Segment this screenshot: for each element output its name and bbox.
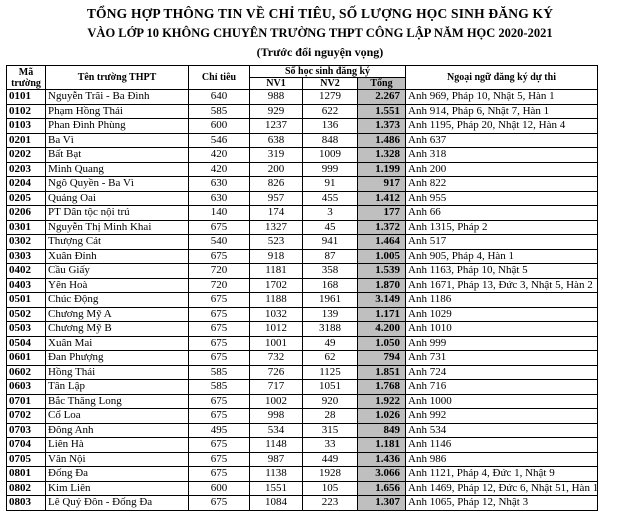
nv1-count: 826	[250, 177, 303, 192]
language-breakdown: Anh 66	[406, 206, 598, 221]
table-row	[7, 104, 598, 119]
table-row	[7, 235, 598, 250]
table-row	[7, 409, 598, 424]
school-name: Vân Nội	[46, 452, 189, 467]
school-name: Cầu Giấy	[46, 264, 189, 279]
school-code: 0701	[7, 394, 46, 409]
school-code: 0203	[7, 162, 46, 177]
school-name: Nguyễn Thị Minh Khai	[46, 220, 189, 235]
language-breakdown: Anh 637	[406, 133, 598, 148]
quota: 585	[189, 365, 250, 380]
school-name: Phan Đình Phùng	[46, 119, 189, 134]
nv2-count: 999	[303, 162, 358, 177]
nv2-count: 1051	[303, 380, 358, 395]
school-name: Quảng Oai	[46, 191, 189, 206]
header-nv1: NV1	[250, 78, 303, 90]
quota: 675	[189, 322, 250, 337]
quota: 675	[189, 293, 250, 308]
school-code: 0205	[7, 191, 46, 206]
nv2-count: 848	[303, 133, 358, 148]
nv1-count: 726	[250, 365, 303, 380]
school-name: Lê Quý Đôn - Đống Đa	[46, 496, 189, 511]
language-breakdown: Anh 1029	[406, 307, 598, 322]
total-count: 1.436	[358, 452, 406, 467]
nv2-count: 3188	[303, 322, 358, 337]
table-row	[7, 351, 598, 366]
table-row	[7, 191, 598, 206]
nv1-count: 732	[250, 351, 303, 366]
nv1-count: 957	[250, 191, 303, 206]
school-code: 0503	[7, 322, 46, 337]
nv2-count: 920	[303, 394, 358, 409]
school-code: 0206	[7, 206, 46, 221]
nv2-count: 1961	[303, 293, 358, 308]
nv2-count: 49	[303, 336, 358, 351]
total-count: 1.851	[358, 365, 406, 380]
total-count: 1.307	[358, 496, 406, 511]
language-breakdown: Anh 517	[406, 235, 598, 250]
total-count: 1.050	[358, 336, 406, 351]
language-breakdown: Anh 318	[406, 148, 598, 163]
quota: 640	[189, 90, 250, 105]
total-count: 1.412	[358, 191, 406, 206]
language-breakdown: Anh 1315, Pháp 2	[406, 220, 598, 235]
nv1-count: 1181	[250, 264, 303, 279]
school-name: Liên Hà	[46, 438, 189, 453]
nv2-count: 941	[303, 235, 358, 250]
total-count: 3.066	[358, 467, 406, 482]
language-breakdown: Anh 914, Pháp 6, Nhật 7, Hàn 1	[406, 104, 598, 119]
total-count: 1.768	[358, 380, 406, 395]
nv1-count: 1237	[250, 119, 303, 134]
nv1-count: 987	[250, 452, 303, 467]
nv2-count: 33	[303, 438, 358, 453]
total-count: 1.181	[358, 438, 406, 453]
header-nv2: NV2	[303, 78, 358, 90]
nv1-count: 200	[250, 162, 303, 177]
school-name: Minh Quang	[46, 162, 189, 177]
total-count: 1.005	[358, 249, 406, 264]
table-row	[7, 496, 598, 511]
total-count: 1.026	[358, 409, 406, 424]
language-breakdown: Anh 731	[406, 351, 598, 366]
quota: 675	[189, 307, 250, 322]
quota: 675	[189, 496, 250, 511]
nv1-count: 1001	[250, 336, 303, 351]
school-name: Đan Phượng	[46, 351, 189, 366]
table-row	[7, 90, 598, 105]
total-count: 1.199	[358, 162, 406, 177]
school-name: Xuân Đỉnh	[46, 249, 189, 264]
quota: 675	[189, 351, 250, 366]
language-breakdown: Anh 1671, Pháp 13, Đức 3, Nhật 5, Hàn 2	[406, 278, 598, 293]
table-row	[7, 249, 598, 264]
language-breakdown: Anh 905, Pháp 4, Hàn 1	[406, 249, 598, 264]
nv1-count: 1138	[250, 467, 303, 482]
nv2-count: 87	[303, 249, 358, 264]
nv2-count: 168	[303, 278, 358, 293]
total-count: 1.922	[358, 394, 406, 409]
total-count: 1.171	[358, 307, 406, 322]
nv1-count: 1002	[250, 394, 303, 409]
nv1-count: 534	[250, 423, 303, 438]
quota: 540	[189, 235, 250, 250]
nv2-count: 3	[303, 206, 358, 221]
language-breakdown: Anh 1195, Pháp 20, Nhật 12, Hàn 4	[406, 119, 598, 134]
quota: 675	[189, 467, 250, 482]
language-breakdown: Anh 822	[406, 177, 598, 192]
quota: 675	[189, 220, 250, 235]
nv2-count: 1125	[303, 365, 358, 380]
total-count: 3.149	[358, 293, 406, 308]
table-row	[7, 133, 598, 148]
quota: 630	[189, 191, 250, 206]
total-count: 917	[358, 177, 406, 192]
quota: 675	[189, 452, 250, 467]
school-name: Phạm Hồng Thái	[46, 104, 189, 119]
nv1-count: 998	[250, 409, 303, 424]
total-count: 1.464	[358, 235, 406, 250]
school-code: 0303	[7, 249, 46, 264]
nv2-count: 45	[303, 220, 358, 235]
school-name: Bắc Thăng Long	[46, 394, 189, 409]
school-code: 0402	[7, 264, 46, 279]
table-row	[7, 162, 598, 177]
quota: 420	[189, 148, 250, 163]
table-row	[7, 307, 598, 322]
quota: 675	[189, 249, 250, 264]
header-code	[7, 66, 46, 90]
school-code: 0501	[7, 293, 46, 308]
school-code: 0101	[7, 90, 46, 105]
school-name: Ngô Quyền - Ba Vì	[46, 177, 189, 192]
school-name: Tân Lập	[46, 380, 189, 395]
nv2-count: 105	[303, 481, 358, 496]
table-row	[7, 177, 598, 192]
nv2-count: 62	[303, 351, 358, 366]
quota: 495	[189, 423, 250, 438]
school-code: 0703	[7, 423, 46, 438]
quota: 600	[189, 119, 250, 134]
table-row	[7, 220, 598, 235]
header-language: Ngoại ngữ đăng ký dự thi	[406, 66, 598, 90]
total-count: 1.372	[358, 220, 406, 235]
school-code: 0201	[7, 133, 46, 148]
nv2-count: 622	[303, 104, 358, 119]
school-name: Kim Liên	[46, 481, 189, 496]
nv1-count: 1188	[250, 293, 303, 308]
school-code: 0204	[7, 177, 46, 192]
school-name: Bất Bạt	[46, 148, 189, 163]
table-row	[7, 119, 598, 134]
nv1-count: 1148	[250, 438, 303, 453]
school-code: 0301	[7, 220, 46, 235]
language-breakdown: Anh 1121, Pháp 4, Đức 1, Nhật 9	[406, 467, 598, 482]
nv1-count: 1012	[250, 322, 303, 337]
quota: 675	[189, 409, 250, 424]
nv2-count: 449	[303, 452, 358, 467]
language-breakdown: Anh 986	[406, 452, 598, 467]
table-row	[7, 365, 598, 380]
language-breakdown: Anh 1163, Pháp 10, Nhật 5	[406, 264, 598, 279]
school-name: Ba Vì	[46, 133, 189, 148]
table-row	[7, 148, 598, 163]
language-breakdown: Anh 1186	[406, 293, 598, 308]
school-code: 0102	[7, 104, 46, 119]
school-name: Nguyễn Trãi - Ba Đình	[46, 90, 189, 105]
language-breakdown: Anh 1146	[406, 438, 598, 453]
nv2-count: 91	[303, 177, 358, 192]
school-code: 0603	[7, 380, 46, 395]
table-row	[7, 278, 598, 293]
nv1-count: 717	[250, 380, 303, 395]
table-row	[7, 452, 598, 467]
quota: 675	[189, 394, 250, 409]
table-row	[7, 322, 598, 337]
nv1-count: 523	[250, 235, 303, 250]
language-breakdown: Anh 1065, Pháp 12, Nhật 3	[406, 496, 598, 511]
nv2-count: 223	[303, 496, 358, 511]
total-count: 1.870	[358, 278, 406, 293]
registration-table	[6, 65, 598, 511]
nv1-count: 1327	[250, 220, 303, 235]
nv1-count: 1084	[250, 496, 303, 511]
school-name: Đông Anh	[46, 423, 189, 438]
quota: 140	[189, 206, 250, 221]
nv2-count: 139	[303, 307, 358, 322]
nv2-count: 315	[303, 423, 358, 438]
school-code: 0502	[7, 307, 46, 322]
quota: 630	[189, 177, 250, 192]
nv1-count: 1032	[250, 307, 303, 322]
school-code: 0103	[7, 119, 46, 134]
header-registered: Số học sinh đăng ký	[250, 66, 406, 78]
language-breakdown: Anh 1010	[406, 322, 598, 337]
header-code-line1: Mã	[18, 66, 34, 78]
header-total: Tổng	[358, 78, 406, 90]
total-count: 4.200	[358, 322, 406, 337]
school-code: 0602	[7, 365, 46, 380]
school-name: Đống Đa	[46, 467, 189, 482]
table-row	[7, 380, 598, 395]
language-breakdown: Anh 1469, Pháp 12, Đức 6, Nhật 51, Hàn 1	[406, 481, 598, 496]
total-count: 849	[358, 423, 406, 438]
nv2-count: 1009	[303, 148, 358, 163]
language-breakdown: Anh 992	[406, 409, 598, 424]
table-row	[7, 394, 598, 409]
table-row	[7, 206, 598, 221]
nv2-count: 358	[303, 264, 358, 279]
table-body	[7, 90, 598, 511]
school-code: 0704	[7, 438, 46, 453]
total-count: 1.328	[358, 148, 406, 163]
document-title: TỔNG HỢP THÔNG TIN VỀ CHỈ TIÊU, SỐ LƯỢNG HỌC SINH ĐĂNG KÝ	[86, 6, 554, 21]
table-row	[7, 481, 598, 496]
table-row	[7, 438, 598, 453]
school-code: 0202	[7, 148, 46, 163]
school-code: 0705	[7, 452, 46, 467]
school-name: Chương Mỹ A	[46, 307, 189, 322]
total-count: 1.539	[358, 264, 406, 279]
nv2-count: 28	[303, 409, 358, 424]
table-row	[7, 293, 598, 308]
quota: 675	[189, 438, 250, 453]
nv1-count: 1702	[250, 278, 303, 293]
quota: 585	[189, 104, 250, 119]
language-breakdown: Anh 955	[406, 191, 598, 206]
language-breakdown: Anh 999	[406, 336, 598, 351]
nv2-count: 136	[303, 119, 358, 134]
total-count: 1.373	[358, 119, 406, 134]
school-code: 0801	[7, 467, 46, 482]
school-code: 0803	[7, 496, 46, 511]
school-name: PT Dân tộc nội trú	[46, 206, 189, 221]
total-count: 1.486	[358, 133, 406, 148]
document-subtitle: VÀO LỚP 10 KHÔNG CHUYÊN TRƯỜNG THPT CÔNG LẬP NĂM HỌC 2020-2021	[87, 26, 553, 40]
quota: 720	[189, 278, 250, 293]
quota: 675	[189, 336, 250, 351]
nv1-count: 918	[250, 249, 303, 264]
total-count: 1.551	[358, 104, 406, 119]
total-count: 177	[358, 206, 406, 221]
document-note: (Trước đổi nguyện vọng)	[256, 45, 384, 59]
total-count: 794	[358, 351, 406, 366]
quota: 720	[189, 264, 250, 279]
school-code: 0802	[7, 481, 46, 496]
language-breakdown: Anh 534	[406, 423, 598, 438]
header-quota: Chỉ tiêu	[189, 66, 250, 90]
school-code: 0302	[7, 235, 46, 250]
school-code: 0601	[7, 351, 46, 366]
table-row	[7, 336, 598, 351]
nv1-count: 174	[250, 206, 303, 221]
nv2-count: 1279	[303, 90, 358, 105]
nv2-count: 455	[303, 191, 358, 206]
quota: 546	[189, 133, 250, 148]
language-breakdown: Anh 969, Pháp 10, Nhật 5, Hàn 1	[406, 90, 598, 105]
table-row	[7, 467, 598, 482]
school-name: Chương Mỹ B	[46, 322, 189, 337]
nv2-count: 1928	[303, 467, 358, 482]
total-count: 2.267	[358, 90, 406, 105]
school-name: Yên Hoà	[46, 278, 189, 293]
quota: 420	[189, 162, 250, 177]
language-breakdown: Anh 200	[406, 162, 598, 177]
language-breakdown: Anh 716	[406, 380, 598, 395]
school-name: Hồng Thái	[46, 365, 189, 380]
language-breakdown: Anh 1000	[406, 394, 598, 409]
header-code-line2: trường	[11, 77, 41, 89]
school-name: Thượng Cát	[46, 235, 189, 250]
school-code: 0702	[7, 409, 46, 424]
quota: 600	[189, 481, 250, 496]
table-row	[7, 423, 598, 438]
header-school-name: Tên trường THPT	[46, 66, 189, 90]
table-row	[7, 264, 598, 279]
school-code: 0504	[7, 336, 46, 351]
school-name: Cổ Loa	[46, 409, 189, 424]
school-name: Xuân Mai	[46, 336, 189, 351]
quota: 585	[189, 380, 250, 395]
nv1-count: 319	[250, 148, 303, 163]
language-breakdown: Anh 724	[406, 365, 598, 380]
nv1-count: 638	[250, 133, 303, 148]
nv1-count: 1551	[250, 481, 303, 496]
school-name: Chúc Động	[46, 293, 189, 308]
nv1-count: 988	[250, 90, 303, 105]
school-code: 0403	[7, 278, 46, 293]
nv1-count: 929	[250, 104, 303, 119]
total-count: 1.656	[358, 481, 406, 496]
